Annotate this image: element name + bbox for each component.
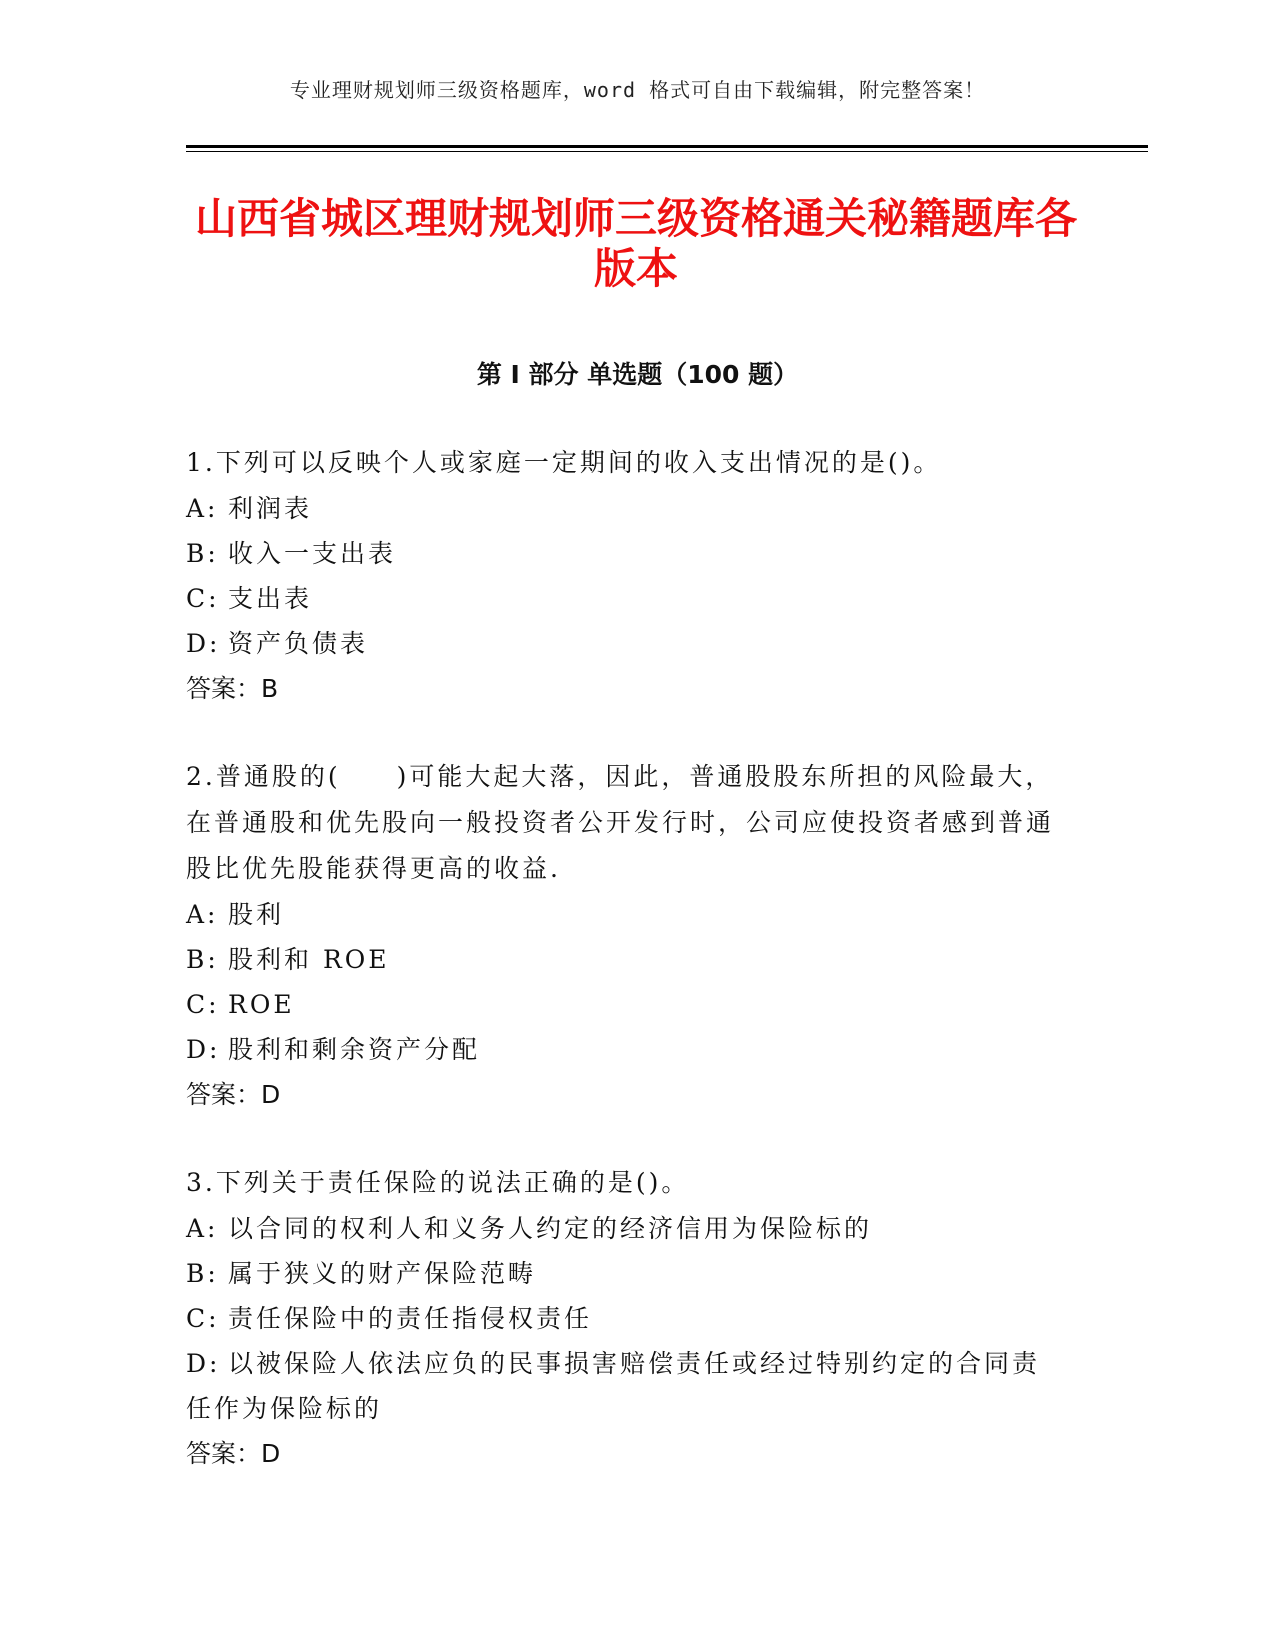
option-letter: A: bbox=[186, 494, 219, 523]
option-text: 股利和剩余资产分配 bbox=[228, 1035, 481, 1064]
option-c bbox=[186, 1296, 1066, 1341]
option-c bbox=[186, 576, 1066, 621]
option-d bbox=[186, 1027, 1066, 1072]
option-text: 以被保险人依法应负的民事损害赔偿责任或经过特别约定的合同责任作为保险标的 bbox=[186, 1349, 1041, 1423]
option-c bbox=[186, 982, 1066, 1027]
question-stem: 3.下列关于责任保险的说法正确的是()。 bbox=[186, 1168, 690, 1197]
answer: 答案：D bbox=[186, 1439, 281, 1468]
option-text: 资产负债表 bbox=[228, 629, 369, 658]
question-list bbox=[186, 440, 1066, 1519]
option-text: ROE bbox=[228, 990, 295, 1019]
option-letter: C: bbox=[186, 1304, 220, 1333]
option-text: 收入一支出表 bbox=[228, 539, 397, 568]
answer: 答案：D bbox=[186, 1080, 281, 1109]
option-text: 以合同的权利人和义务人约定的经济信用为保险标的 bbox=[228, 1214, 873, 1243]
option-letter: D: bbox=[186, 1349, 221, 1378]
option-a bbox=[186, 1206, 1066, 1251]
question-2 bbox=[186, 754, 1066, 1118]
option-letter: A: bbox=[186, 900, 219, 929]
option-text: 责任保险中的责任指侵权责任 bbox=[228, 1304, 593, 1333]
option-letter: B: bbox=[186, 945, 219, 974]
option-text: 支出表 bbox=[228, 584, 313, 613]
option-a bbox=[186, 486, 1066, 531]
option-text: 股利和 ROE bbox=[228, 945, 390, 974]
option-letter: A: bbox=[186, 1214, 219, 1243]
option-d bbox=[186, 621, 1066, 666]
option-b bbox=[186, 1251, 1066, 1296]
header-rule-thick bbox=[186, 145, 1148, 148]
option-letter: C: bbox=[186, 584, 220, 613]
header-note: 专业理财规划师三级资格题库，word 格式可自由下载编辑，附完整答案！ bbox=[289, 78, 986, 102]
question-stem: 1.下列可以反映个人或家庭一定期间的收入支出情况的是()。 bbox=[186, 448, 942, 477]
option-a bbox=[186, 892, 1066, 937]
question-1 bbox=[186, 440, 1066, 712]
option-text: 属于狭义的财产保险范畴 bbox=[228, 1259, 537, 1288]
option-letter: D: bbox=[186, 1035, 221, 1064]
option-d bbox=[186, 1341, 1066, 1431]
option-letter: C: bbox=[186, 990, 220, 1019]
option-b bbox=[186, 937, 1066, 982]
option-text: 股利 bbox=[228, 900, 285, 929]
option-text: 利润表 bbox=[228, 494, 313, 523]
question-3 bbox=[186, 1160, 1066, 1477]
option-letter: D: bbox=[186, 629, 221, 658]
option-letter: B: bbox=[186, 1259, 219, 1288]
header-rule-thin bbox=[186, 151, 1148, 152]
document-title: 山西省城区理财规划师三级资格通关秘籍题库各版本 bbox=[194, 194, 1077, 293]
option-b bbox=[186, 531, 1066, 576]
question-stem: 2.普通股的( )可能大起大落，因此，普通股股东所担的风险最大，在普通股和优先股向一般投资者公开发行时，公司应使投资者感到普通股比优先股能获得更高的收益. bbox=[186, 762, 1055, 883]
section-heading: 第 I 部分 单选题（100 题） bbox=[476, 360, 799, 389]
answer: 答案：B bbox=[186, 674, 279, 703]
option-letter: B: bbox=[186, 539, 219, 568]
